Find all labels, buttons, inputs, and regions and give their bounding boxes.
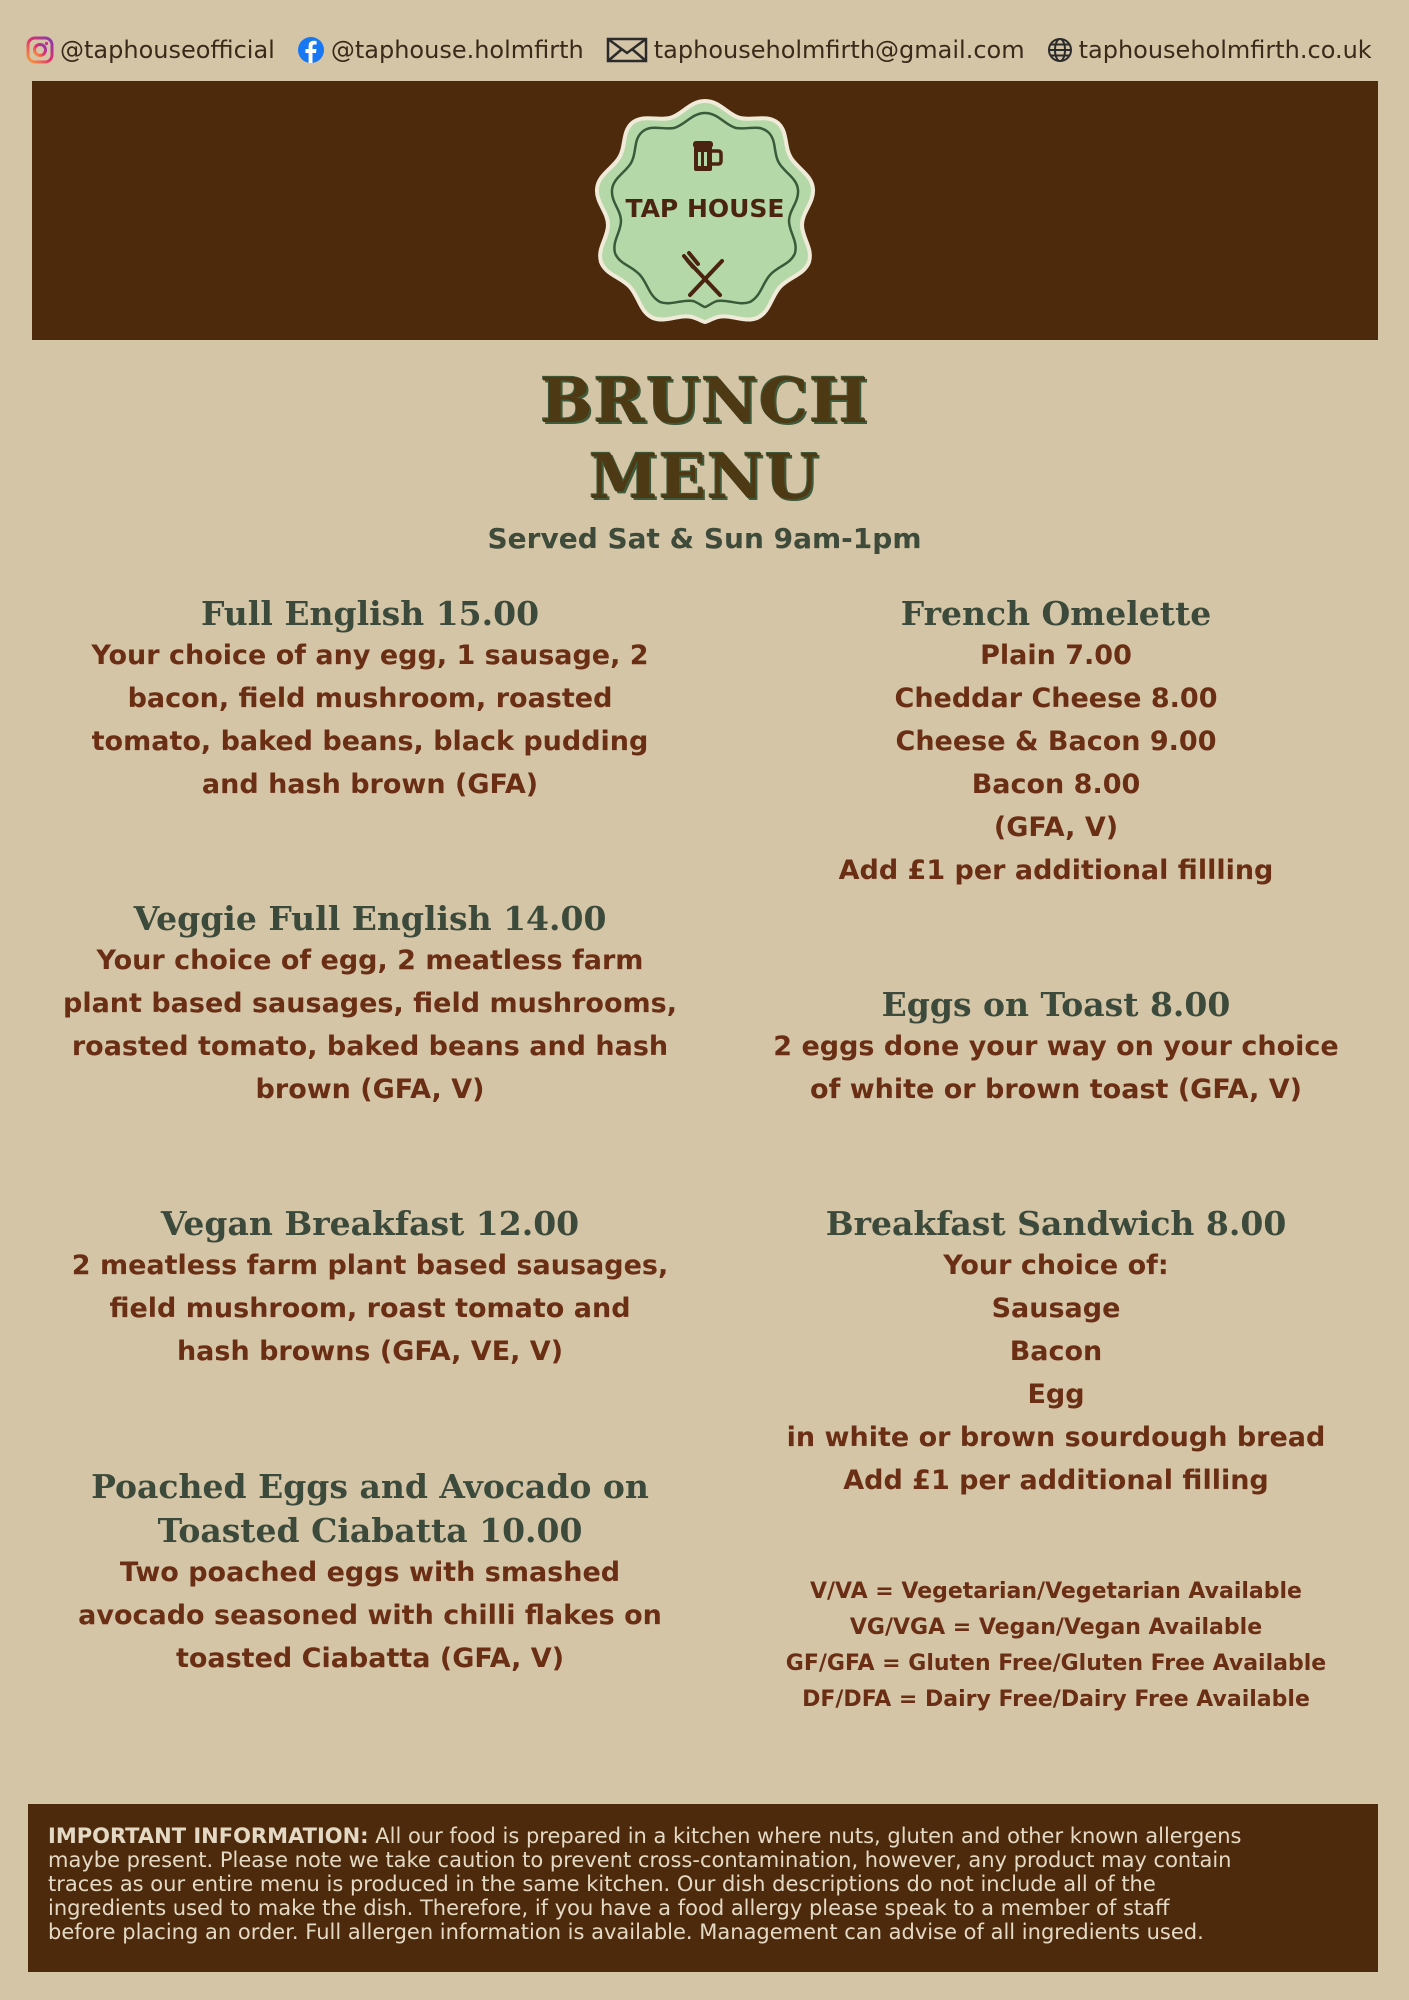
item-description: 2 eggs done your way on your choice of white or brown toast (GFA, V)	[773, 1031, 1339, 1105]
dietary-key	[736, 1574, 1376, 1718]
item-name: Breakfast Sandwich 8.00	[825, 1204, 1287, 1243]
served-times: Served Sat & Sun 9am-1pm	[487, 522, 922, 555]
email-address: taphouseholmfirth@gmail.com	[653, 36, 1025, 64]
menu-item-full-english	[60, 594, 680, 806]
email-contact[interactable]	[606, 36, 1025, 64]
logo-name: TAP HOUSE	[625, 194, 785, 223]
key-line: VG/VGA = Vegan/Vegan Available	[849, 1615, 1263, 1640]
menu-title-line2: MENU	[589, 440, 820, 513]
menu-item-veggie-full-english	[60, 899, 680, 1111]
item-name: Full English 15.00	[200, 594, 540, 633]
instagram-handle: @taphouseofficial	[60, 36, 275, 64]
item-name: French Omelette	[900, 594, 1212, 633]
item-name: Vegan Breakfast 12.00	[160, 1204, 580, 1243]
item-description: Two poached eggs with smashed avocado seasoned with chilli flakes on toasted Ciabatta (GFA, V)	[78, 1557, 662, 1674]
footer-text: maybe present. Please note we take caution to prevent cross-contamination, however, any product may contain	[48, 1848, 1232, 1872]
globe-icon	[1047, 37, 1073, 63]
menu-item-breakfast-sandwich	[736, 1204, 1376, 1502]
footer-text: before placing an order. Full allergen information is available. Management can advise of all ingredients used.	[48, 1920, 1204, 1944]
key-line: V/VA = Vegetarian/Vegetarian Available	[810, 1579, 1302, 1604]
facebook-icon	[297, 36, 325, 64]
item-description: Your choice of any egg, 1 sausage, 2 bacon, field mushroom, roasted tomato, baked beans, black pudding and hash brown (GFA)	[91, 640, 649, 800]
footer-text: ingredients used to make the dish. Therefore, if you have a food allergy please speak to a member of staff	[48, 1896, 1170, 1920]
footer-text: traces as our entire menu is produced in the same kitchen. Our dish descriptions do not include all of the	[48, 1872, 1156, 1896]
instagram-icon	[26, 36, 54, 64]
key-line: DF/DFA = Dairy Free/Dairy Free Available	[802, 1687, 1310, 1712]
allergen-information	[28, 1804, 1378, 1972]
footer-label: IMPORTANT INFORMATION:	[48, 1824, 369, 1848]
menu-title-line1: BRUNCH	[540, 364, 869, 437]
item-description: 2 meatless farm plant based sausages, field mushroom, roast tomato and hash browns (GFA, VE, V)	[71, 1250, 669, 1367]
contact-bar	[26, 30, 1386, 70]
menu-item-vegan-breakfast	[60, 1204, 680, 1373]
envelope-icon	[606, 36, 648, 64]
facebook-contact[interactable]	[297, 36, 584, 64]
menu-item-french-omelette	[736, 594, 1376, 892]
instagram-contact[interactable]	[26, 36, 275, 64]
website-contact[interactable]	[1047, 36, 1372, 64]
item-name: Veggie Full English 14.00	[133, 899, 607, 938]
key-line: GF/GFA = Gluten Free/Gluten Free Available	[785, 1651, 1327, 1676]
facebook-handle: @taphouse.holmfirth	[330, 36, 584, 64]
item-name: Poached Eggs and Avocado on Toasted Ciabatta 10.00	[91, 1467, 649, 1550]
item-name: Eggs on Toast 8.00	[881, 985, 1231, 1024]
website-url: taphouseholmfirth.co.uk	[1078, 36, 1372, 64]
menu-item-eggs-on-toast	[736, 985, 1376, 1111]
item-description: Your choice of egg, 2 meatless farm plant based sausages, field mushrooms, roasted tomato, baked beans and hash brown (GFA, V)	[63, 945, 677, 1105]
item-description: Your choice of: Sausage Bacon Egg in white or brown sourdough bread Add £1 per additional filling	[786, 1250, 1326, 1496]
item-description: Plain 7.00 Cheddar Cheese 8.00 Cheese & Bacon 9.00 Bacon 8.00 (GFA, V) Add £1 per additional fillling	[838, 640, 1274, 886]
footer-text: All our food is prepared in a kitchen where nuts, gluten and other known allergens	[368, 1824, 1242, 1848]
menu-item-poached-eggs-avocado	[60, 1467, 680, 1680]
